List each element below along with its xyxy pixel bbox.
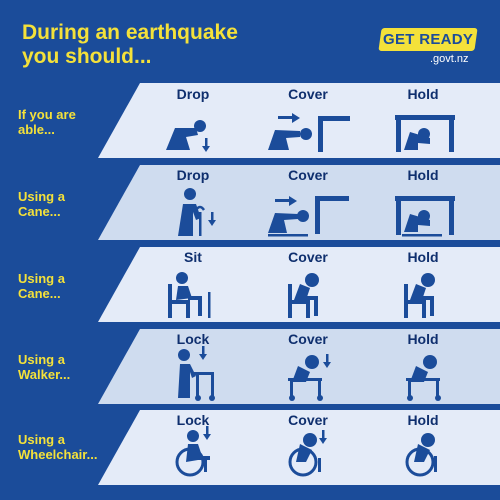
action-heading: Cover: [288, 167, 328, 183]
row-label-able: [18, 107, 118, 137]
title-line-2: you should...: [22, 45, 152, 68]
action-heading: Lock: [176, 331, 210, 347]
action-heading: Drop: [176, 86, 210, 102]
logo-domain-text: .govt.nz: [430, 53, 469, 65]
action-heading: Hold: [407, 167, 439, 183]
title-line-1: During an earthquake: [22, 21, 238, 44]
row-label-line-1: Using a: [18, 271, 65, 286]
row-label-cane-sit: [18, 271, 118, 301]
action-heading: Hold: [407, 86, 439, 102]
row-label-line-2: Wheelchair...: [18, 447, 98, 462]
action-heading: Drop: [176, 167, 210, 183]
action-heading: Cover: [288, 412, 328, 428]
action-heading: Cover: [288, 249, 328, 265]
action-heading: Lock: [176, 412, 210, 428]
action-heading: Hold: [407, 249, 439, 265]
action-heading: Cover: [288, 331, 328, 347]
action-heading: Cover: [288, 86, 328, 102]
row-label-line-1: Using a: [18, 432, 65, 447]
action-heading: Hold: [407, 331, 439, 347]
row-label-line-1: Using a: [18, 352, 65, 367]
row-label-walker: [18, 352, 118, 382]
logo-main-text: GET READY: [382, 31, 474, 48]
row-label-cane: [18, 189, 118, 219]
row-label-line-2: Cane...: [18, 204, 61, 219]
row-label-line-2: Walker...: [18, 367, 71, 382]
row-label-wheelchair: [18, 432, 118, 462]
row-label-line-1: Using a: [18, 189, 65, 204]
row-label-line-2: able...: [18, 122, 55, 137]
row-label-line-2: Cane...: [18, 286, 61, 301]
row-label-line-1: If you are: [18, 107, 76, 122]
action-heading: Sit: [184, 249, 202, 265]
action-heading: Hold: [407, 412, 439, 428]
